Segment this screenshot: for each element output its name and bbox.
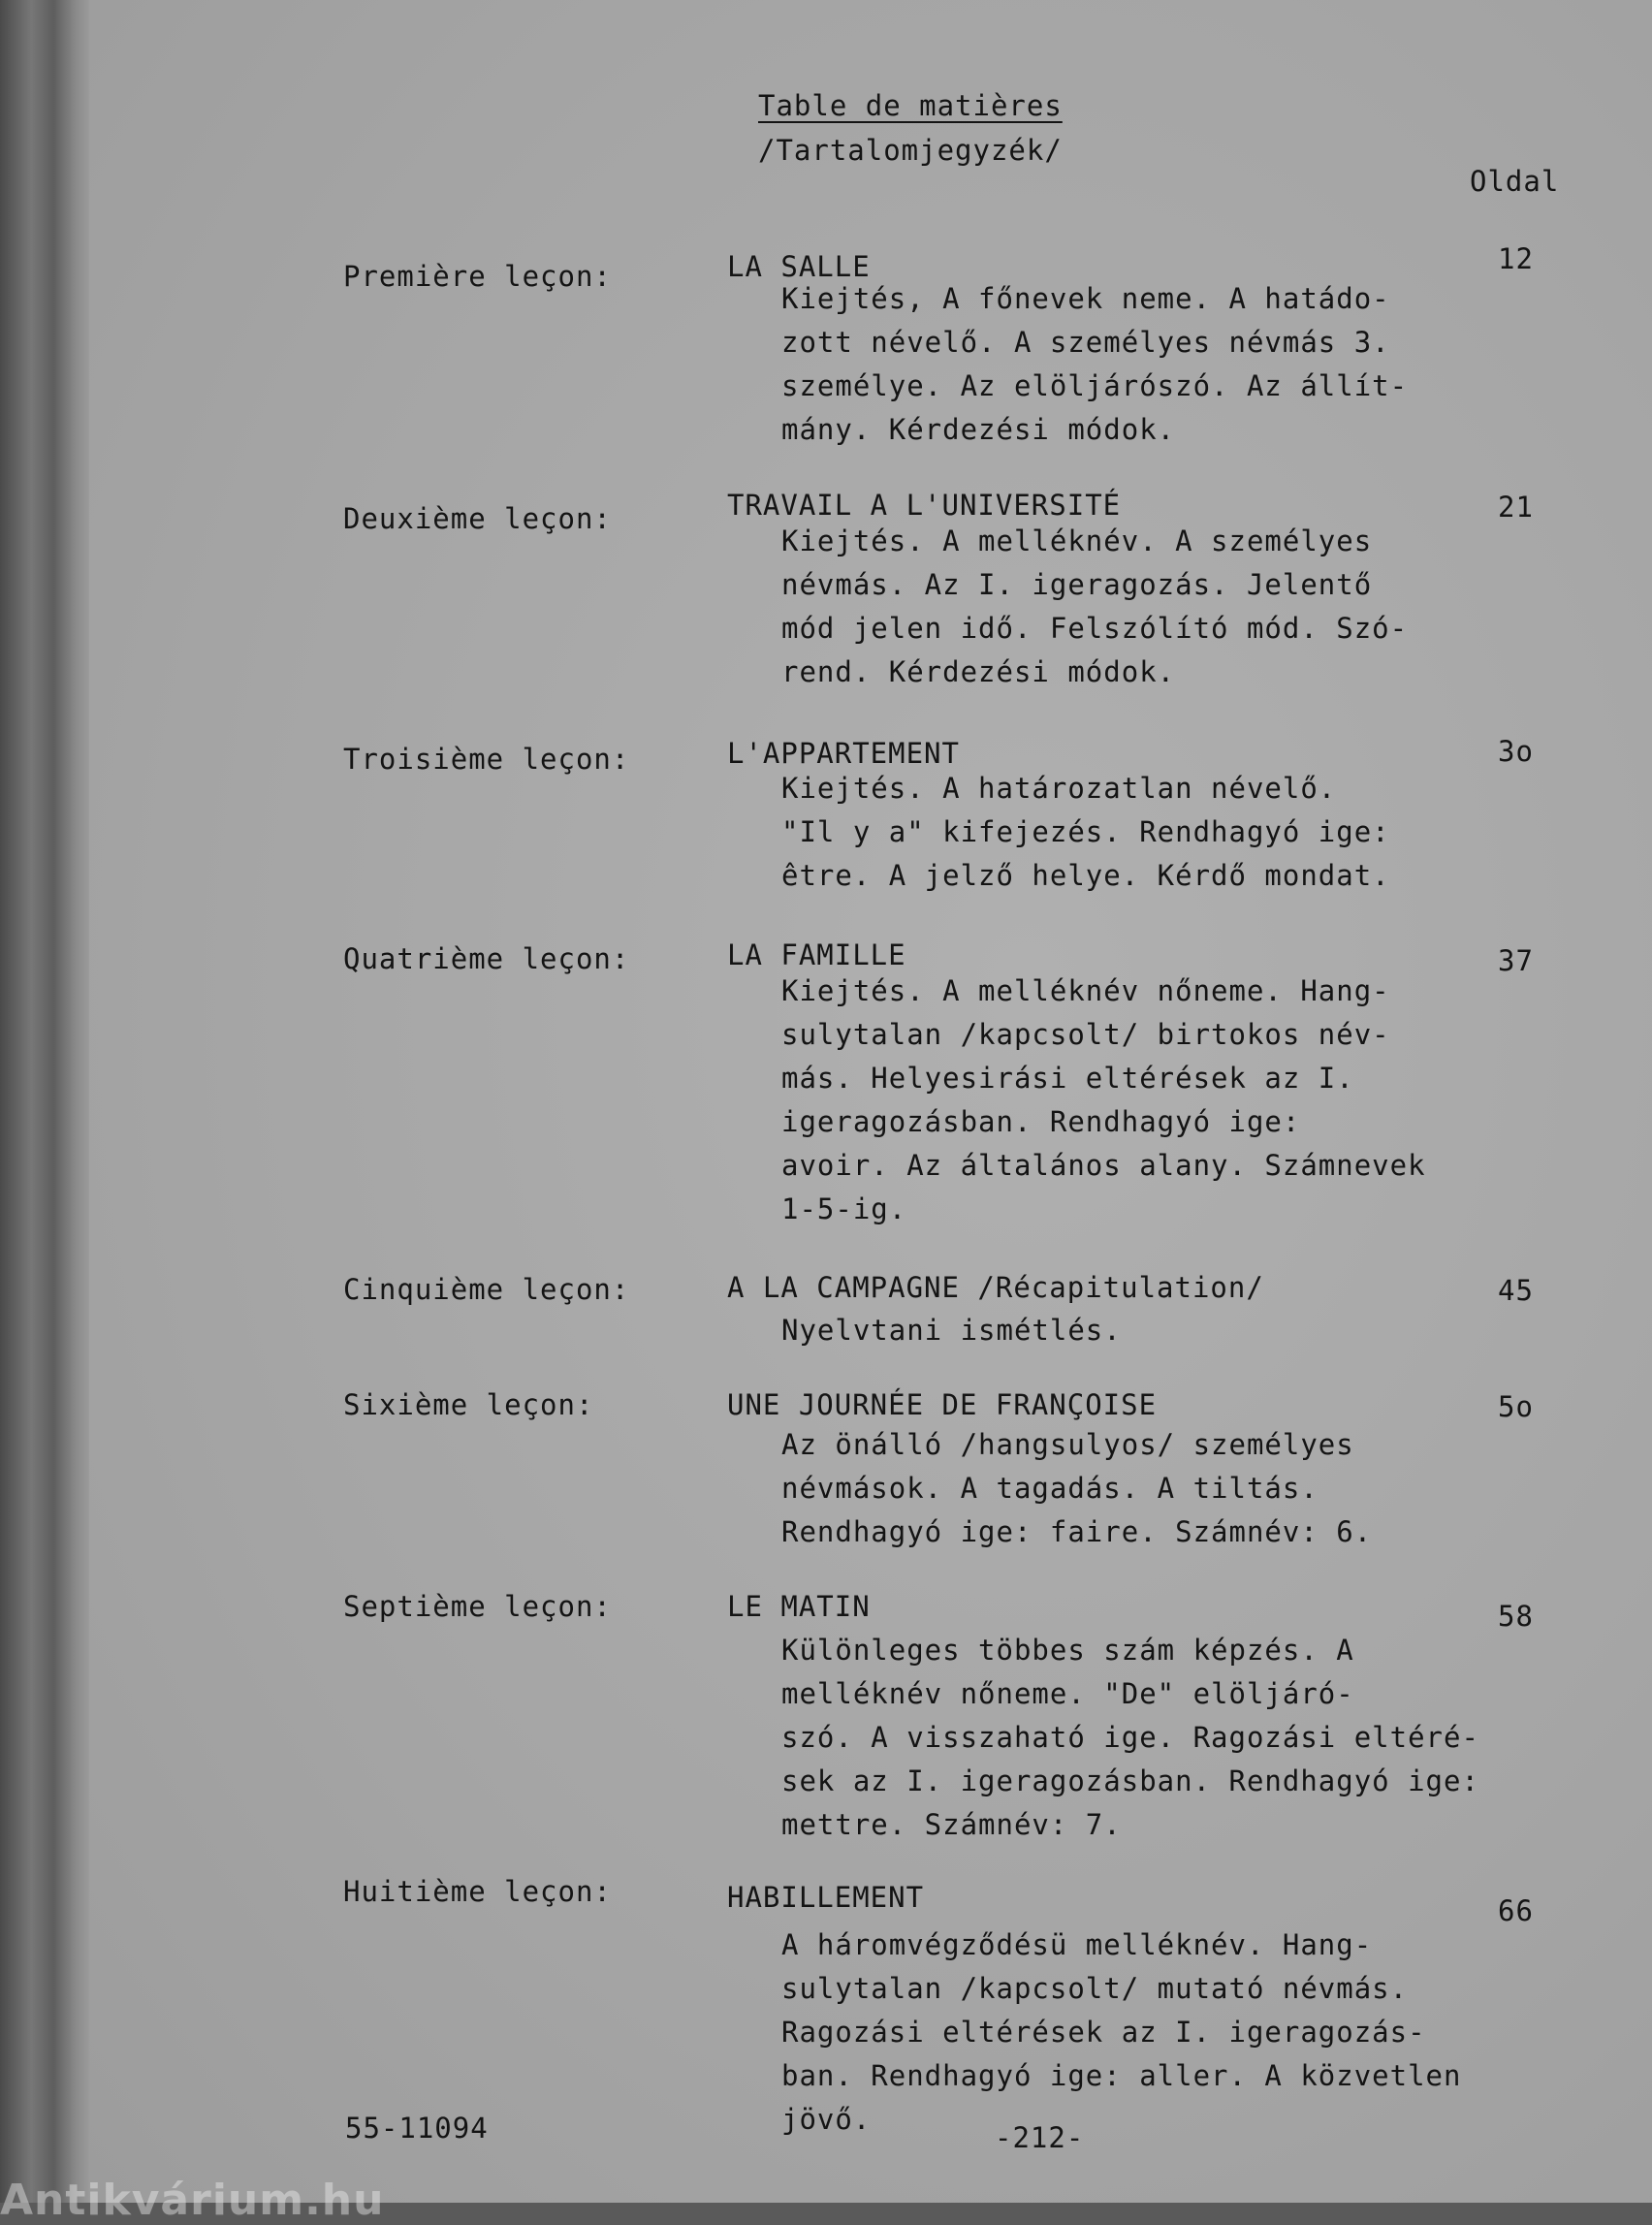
- lesson-title: LE MATIN: [727, 1590, 871, 1623]
- lesson-title: L'APPARTEMENT: [727, 737, 960, 770]
- lesson-title: LA FAMILLE: [727, 938, 906, 971]
- lesson-label: Septième leçon:: [343, 1590, 612, 1623]
- lesson-description: Kiejtés. A határozatlan névelő. "Il y a" kifejezés. Rendhagyó ige: être. A jelző helye. Kérdő mondat.: [781, 772, 1390, 892]
- page-title: Table de matières: [758, 89, 1063, 122]
- lesson-label: Quatrième leçon:: [343, 942, 630, 975]
- page-subtitle: /Tartalomjegyzék/: [758, 134, 1063, 167]
- binding-edge: [0, 0, 89, 2203]
- lesson-label: Première leçon:: [343, 260, 612, 293]
- lesson-label: Huitième leçon:: [343, 1875, 612, 1908]
- lesson-title: HABILLEMENT: [727, 1881, 925, 1914]
- lesson-page-number: 66: [1498, 1894, 1534, 1927]
- lesson-label: Cinquième leçon:: [343, 1273, 630, 1306]
- lesson-page-number: 3o: [1498, 735, 1534, 768]
- lesson-page-number: 37: [1498, 944, 1534, 977]
- lesson-label: Deuxième leçon:: [343, 502, 612, 535]
- lesson-description: Különleges többes szám képzés. A melléknév nőneme. "De" elöljáró- szó. A visszaható ige. Ragozási eltéré- sek az I. igeragozásban. Rendhagyó ige: mettre. Számnév: 7.: [781, 1634, 1479, 1841]
- lesson-page-number: 5o: [1498, 1390, 1534, 1423]
- lesson-title: A LA CAMPAGNE /Récapitulation/: [727, 1271, 1264, 1304]
- lesson-description: Kiejtés. A melléknév nőneme. Hang- sulytalan /kapcsolt/ birtokos név- más. Helyesirási eltérések az I. igeragozásban. Rendhagyó ige: avoir. Az általános alany. Számnevek 1-5-ig.: [781, 974, 1426, 1225]
- lesson-description: Kiejtés. A melléknév. A személyes névmás. Az I. igeragozás. Jelentő mód jelen idő. Felszólító mód. Szó- rend. Kérdezési módok.: [781, 524, 1409, 688]
- lesson-page-number: 21: [1498, 491, 1534, 524]
- lesson-description: A háromvégződésü melléknév. Hang- sulytalan /kapcsolt/ mutató névmás. Ragozási eltérések az I. igeragozás- ban. Rendhagyó ige: aller. A közvetlen jövő.: [781, 1928, 1462, 2136]
- footer-page-number: -212-: [995, 2121, 1085, 2154]
- lesson-page-number: 12: [1498, 242, 1534, 275]
- page-column-label: Oldal: [1470, 165, 1560, 198]
- lesson-label: Troisième leçon:: [343, 743, 630, 776]
- watermark: Antikvárium.hu: [0, 2176, 385, 2225]
- lesson-title: TRAVAIL A L'UNIVERSITÉ: [727, 489, 1122, 522]
- lesson-description: Kiejtés, A főnevek neme. A hatádo- zott névelő. A személyes névmás 3. személye. Az elöljárószó. Az állít- mány. Kérdezési módok.: [781, 282, 1409, 446]
- document-code: 55-11094: [345, 2112, 489, 2145]
- lesson-label: Sixième leçon:: [343, 1388, 594, 1421]
- lesson-page-number: 58: [1498, 1600, 1534, 1633]
- lesson-page-number: 45: [1498, 1274, 1534, 1307]
- lesson-title: UNE JOURNÉE DE FRANÇOISE: [727, 1388, 1158, 1421]
- lesson-description: Az önálló /hangsulyos/ személyes névmások. A tagadás. A tiltás. Rendhagyó ige: faire. Számnév: 6.: [781, 1428, 1373, 1548]
- lesson-description: Nyelvtani ismétlés.: [781, 1314, 1122, 1347]
- lesson-title: LA SALLE: [727, 250, 871, 283]
